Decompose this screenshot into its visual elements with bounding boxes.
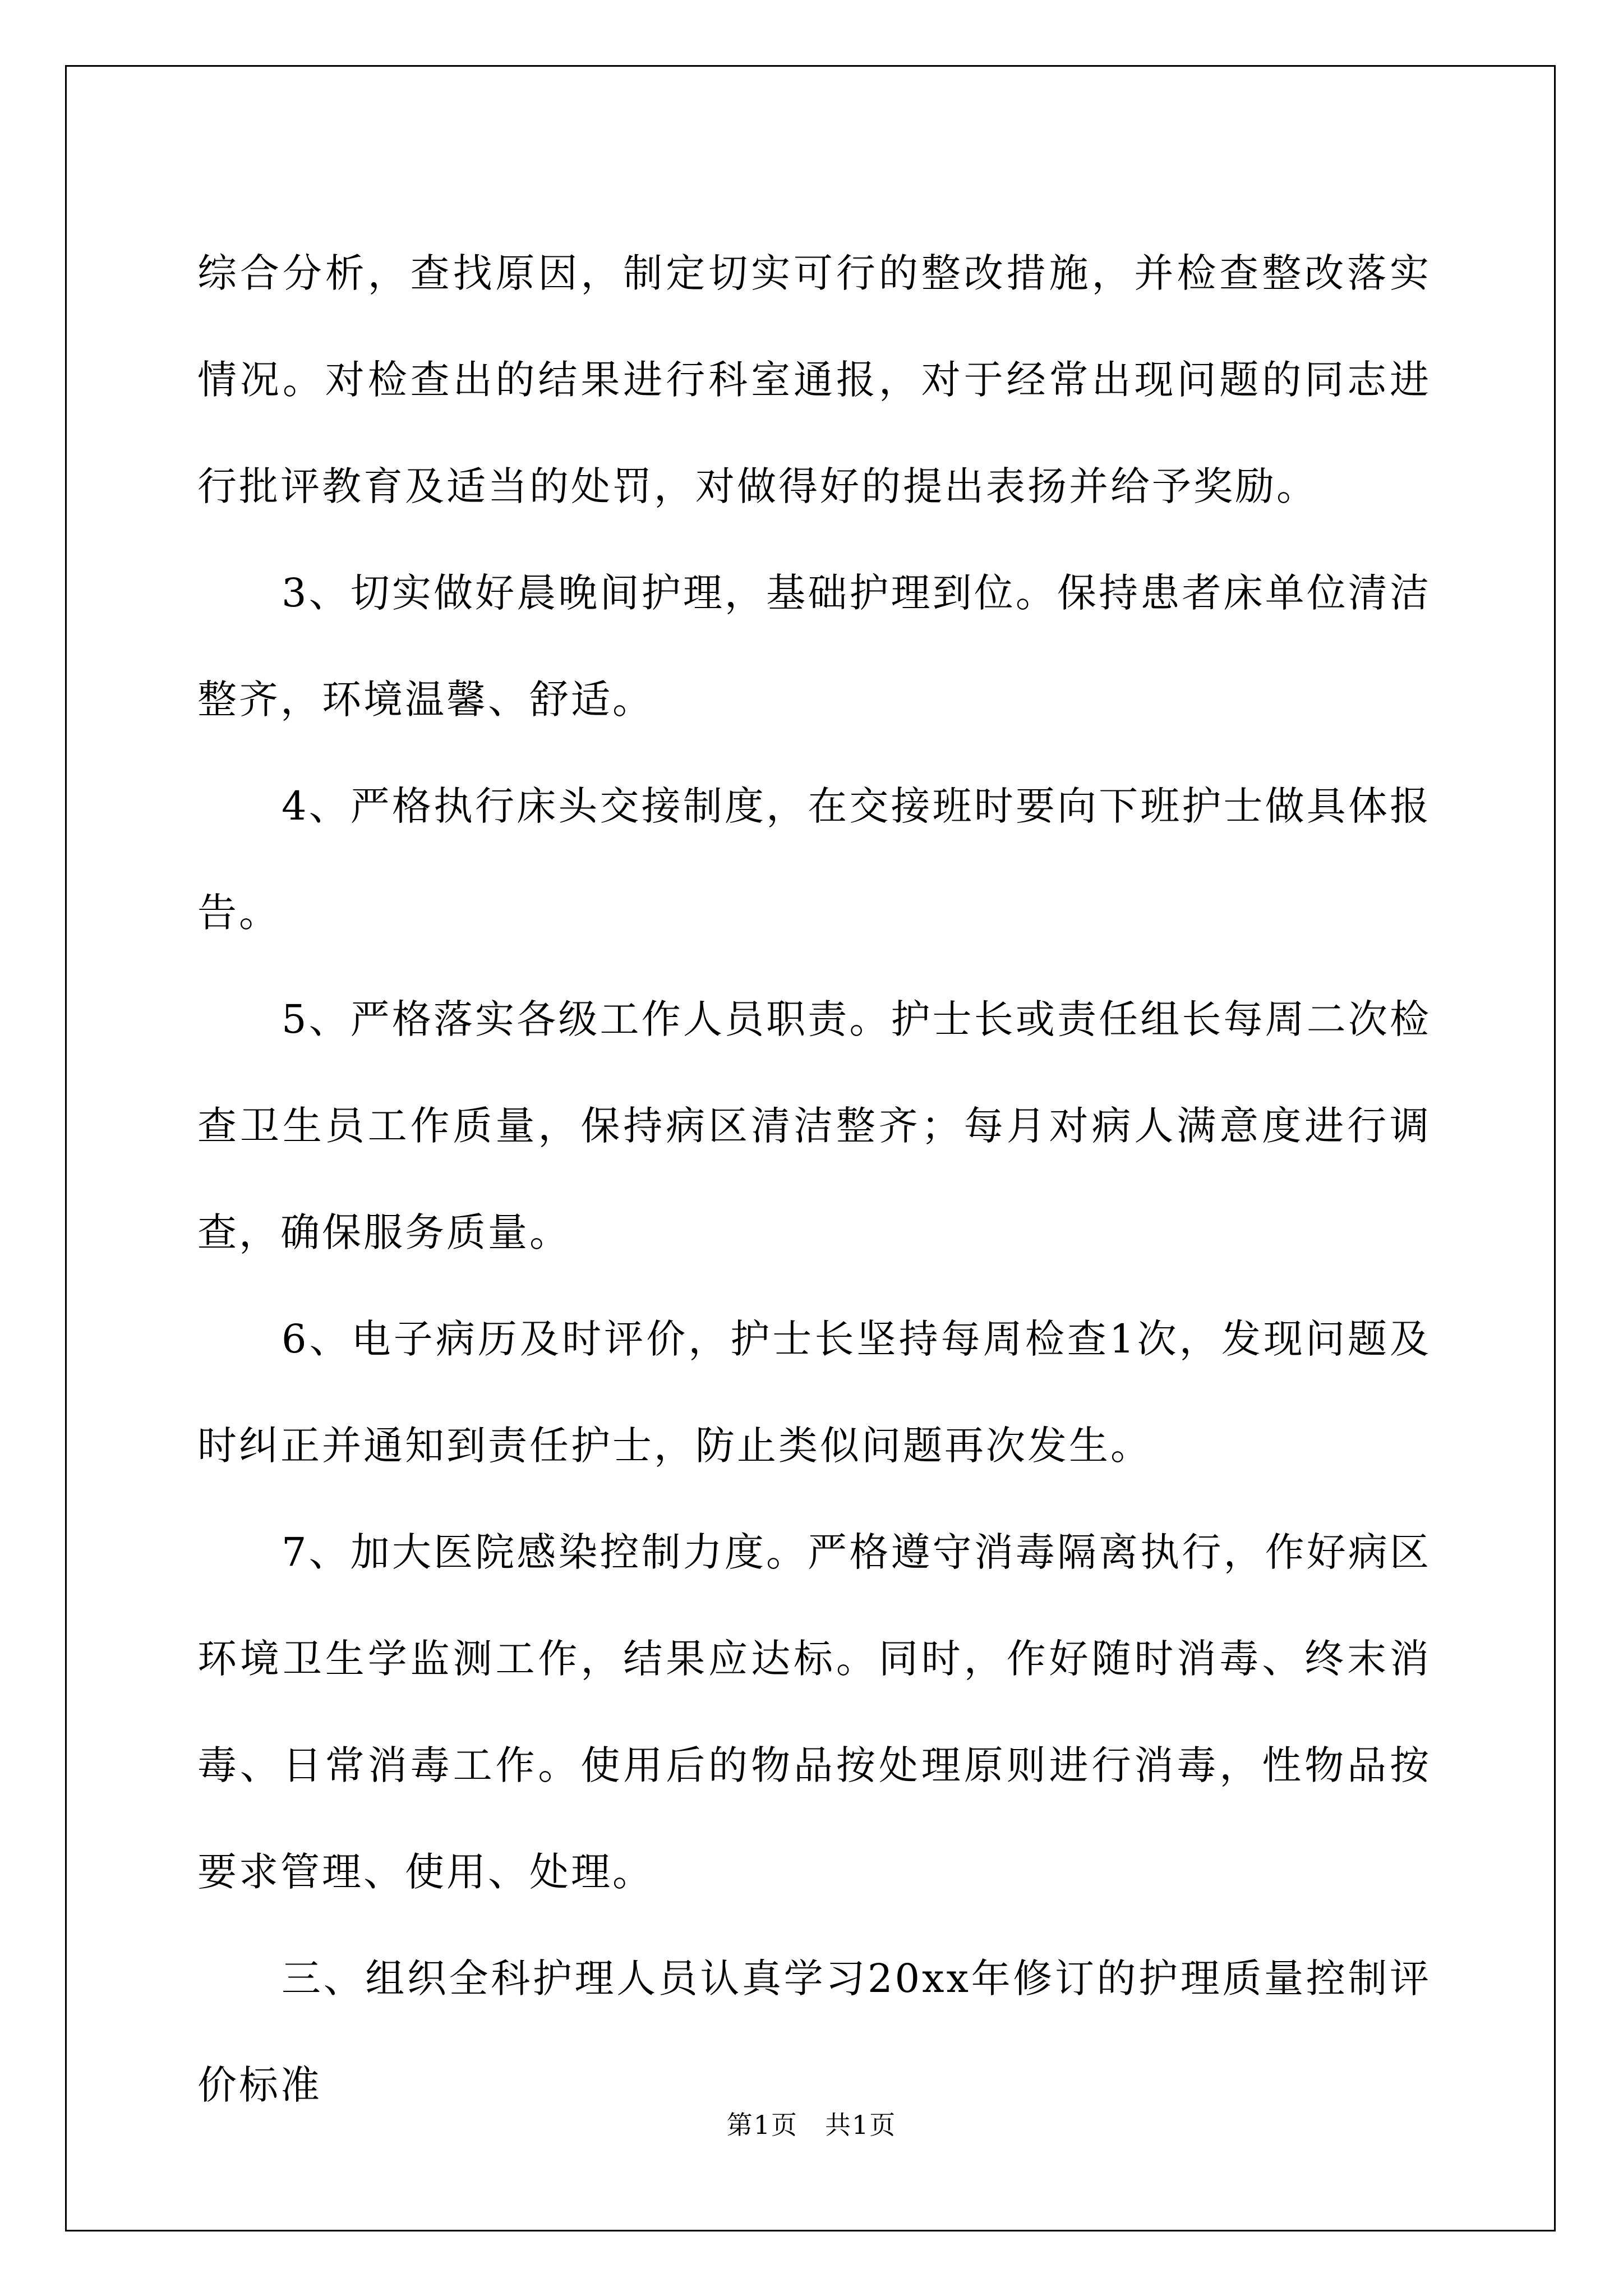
paragraph-3: 4、严格执行床头交接制度，在交接班时要向下班护士做具体报告。: [197, 783, 1431, 936]
paragraph-4: 5、严格落实各级工作人员职责。护士长或责任组长每周二次检查卫生员工作质量，保持病区清洁整齐；每月对病人满意度进行调查，确保服务质量。: [197, 996, 1431, 1255]
paragraph-6: 7、加大医院感染控制力度。严格遵守消毒隔离执行，作好病区环境卫生学监测工作，结果应达标。同时，作好随时消毒、终末消毒、日常消毒工作。使用后的物品按处理原则进行消毒，性物品按要求管理、使用、处理。: [197, 1529, 1431, 1895]
section-heading-3: 三、组织全科护理人员认真学习20xx年修订的护理质量控制评价标准: [197, 1955, 1431, 2108]
paragraph-2: 3、切实做好晨晚间护理，基础护理到位。保持患者床单位清洁整齐，环境温馨、舒适。: [197, 570, 1431, 723]
paragraph-1: 综合分析，查找原因，制定切实可行的整改措施，并检查整改落实情况。对检查出的结果进行科室通报，对于经常出现问题的同志进行批评教育及适当的处罚，对做得好的提出表扬并给予奖励。: [197, 250, 1431, 509]
page-footer: 第1页 共1页: [726, 2110, 897, 2140]
document-body: [197, 220, 1431, 2138]
paragraph-5: 6、电子病历及时评价，护士长坚持每周检查1次，发现问题及时纠正并通知到责任护士，防止类似问题再次发生。: [197, 1316, 1431, 1469]
